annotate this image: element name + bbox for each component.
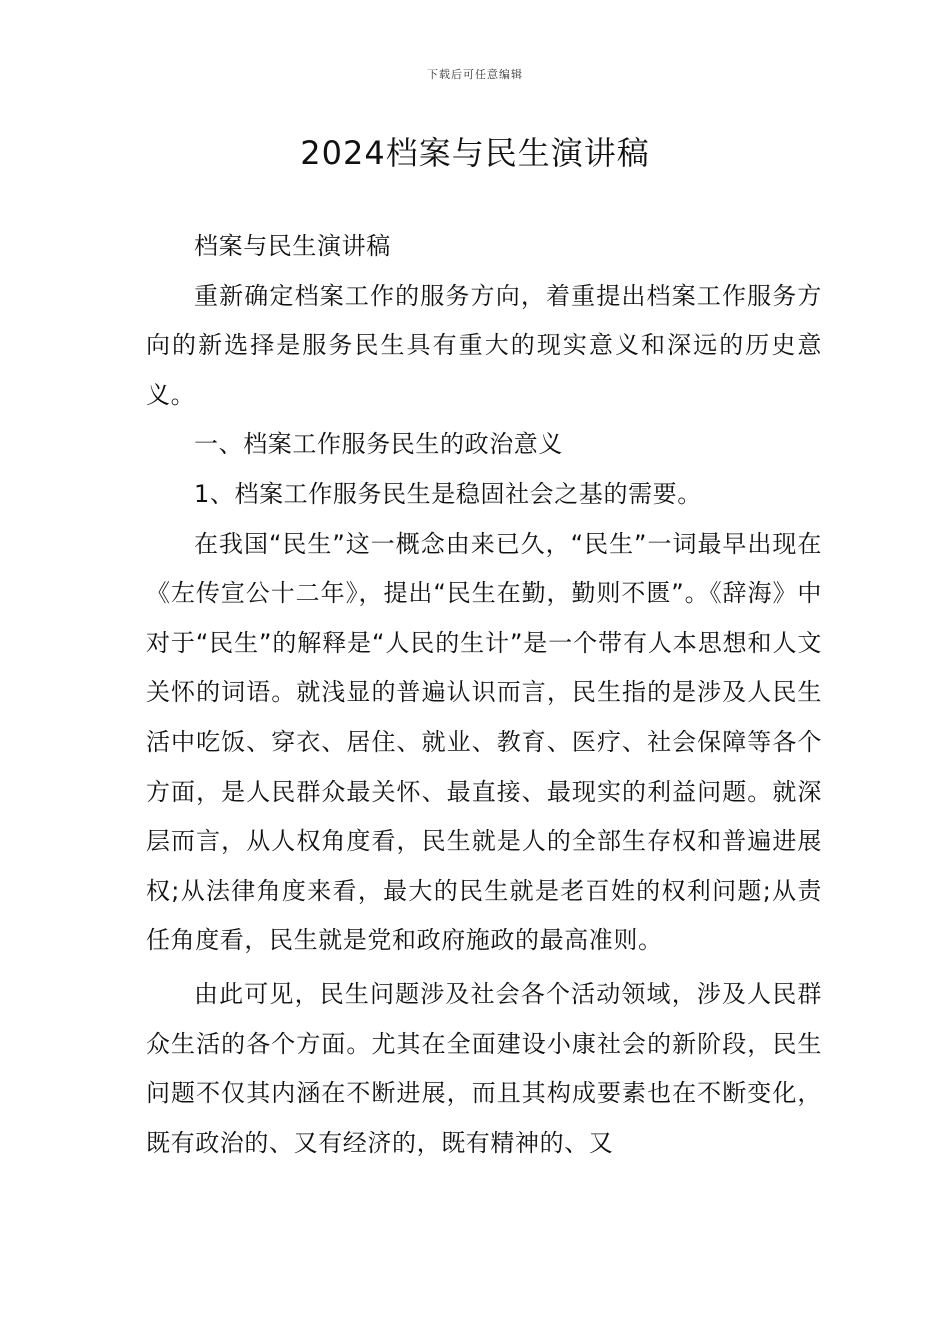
document-body bbox=[146, 222, 822, 1168]
header-note: 下载后可任意编辑 bbox=[427, 68, 523, 81]
subsection-heading: 1、档案工作服务民生是稳固社会之基的需要。 bbox=[194, 479, 702, 508]
section-heading: 一、档案工作服务民生的政治意义 bbox=[194, 430, 563, 459]
paragraph-body: 在我国“民生”这一概念由来已久，“民生”一词最早出现在《左传宣公十二年》，提出“民生在勤，勤则不匮”。《辞海》中对于“民生”的解释是“人民的生计”是一个带有人本思想和人文关怀的词语。就浅显的普遍认识而言，民生指的是涉及人民生活中吃饭、穿衣、居住、就业、教育、医疗、社会保障等各个方面，是人民群众最关怀、最直接、最现实的利益问题。就深层而言，从人权角度看，民生就是人的全部生存权和普遍进展权;从法律角度来看，最大的民生就是老百姓的权利问题;从责任角度看，民生就是党和政府施政的最高准则。 bbox=[146, 529, 822, 955]
paragraph-subtitle: 档案与民生演讲稿 bbox=[194, 232, 391, 260]
paragraph-intro: 重新确定档案工作的服务方向，着重提出档案工作服务方向的新选择是服务民生具有重大的现实意义和深远的历史意义。 bbox=[146, 281, 822, 409]
document-title: 2024档案与民生演讲稿 bbox=[300, 134, 650, 172]
paragraph-body: 由此可见，民生问题涉及社会各个活动领域，涉及人民群众生活的各个方面。尤其在全面建设小康社会的新阶段，民生问题不仅其内涵在不断进展，而且其构成要素也在不断变化，既有政治的、又有经济的，既有精神的、又 bbox=[146, 979, 822, 1157]
